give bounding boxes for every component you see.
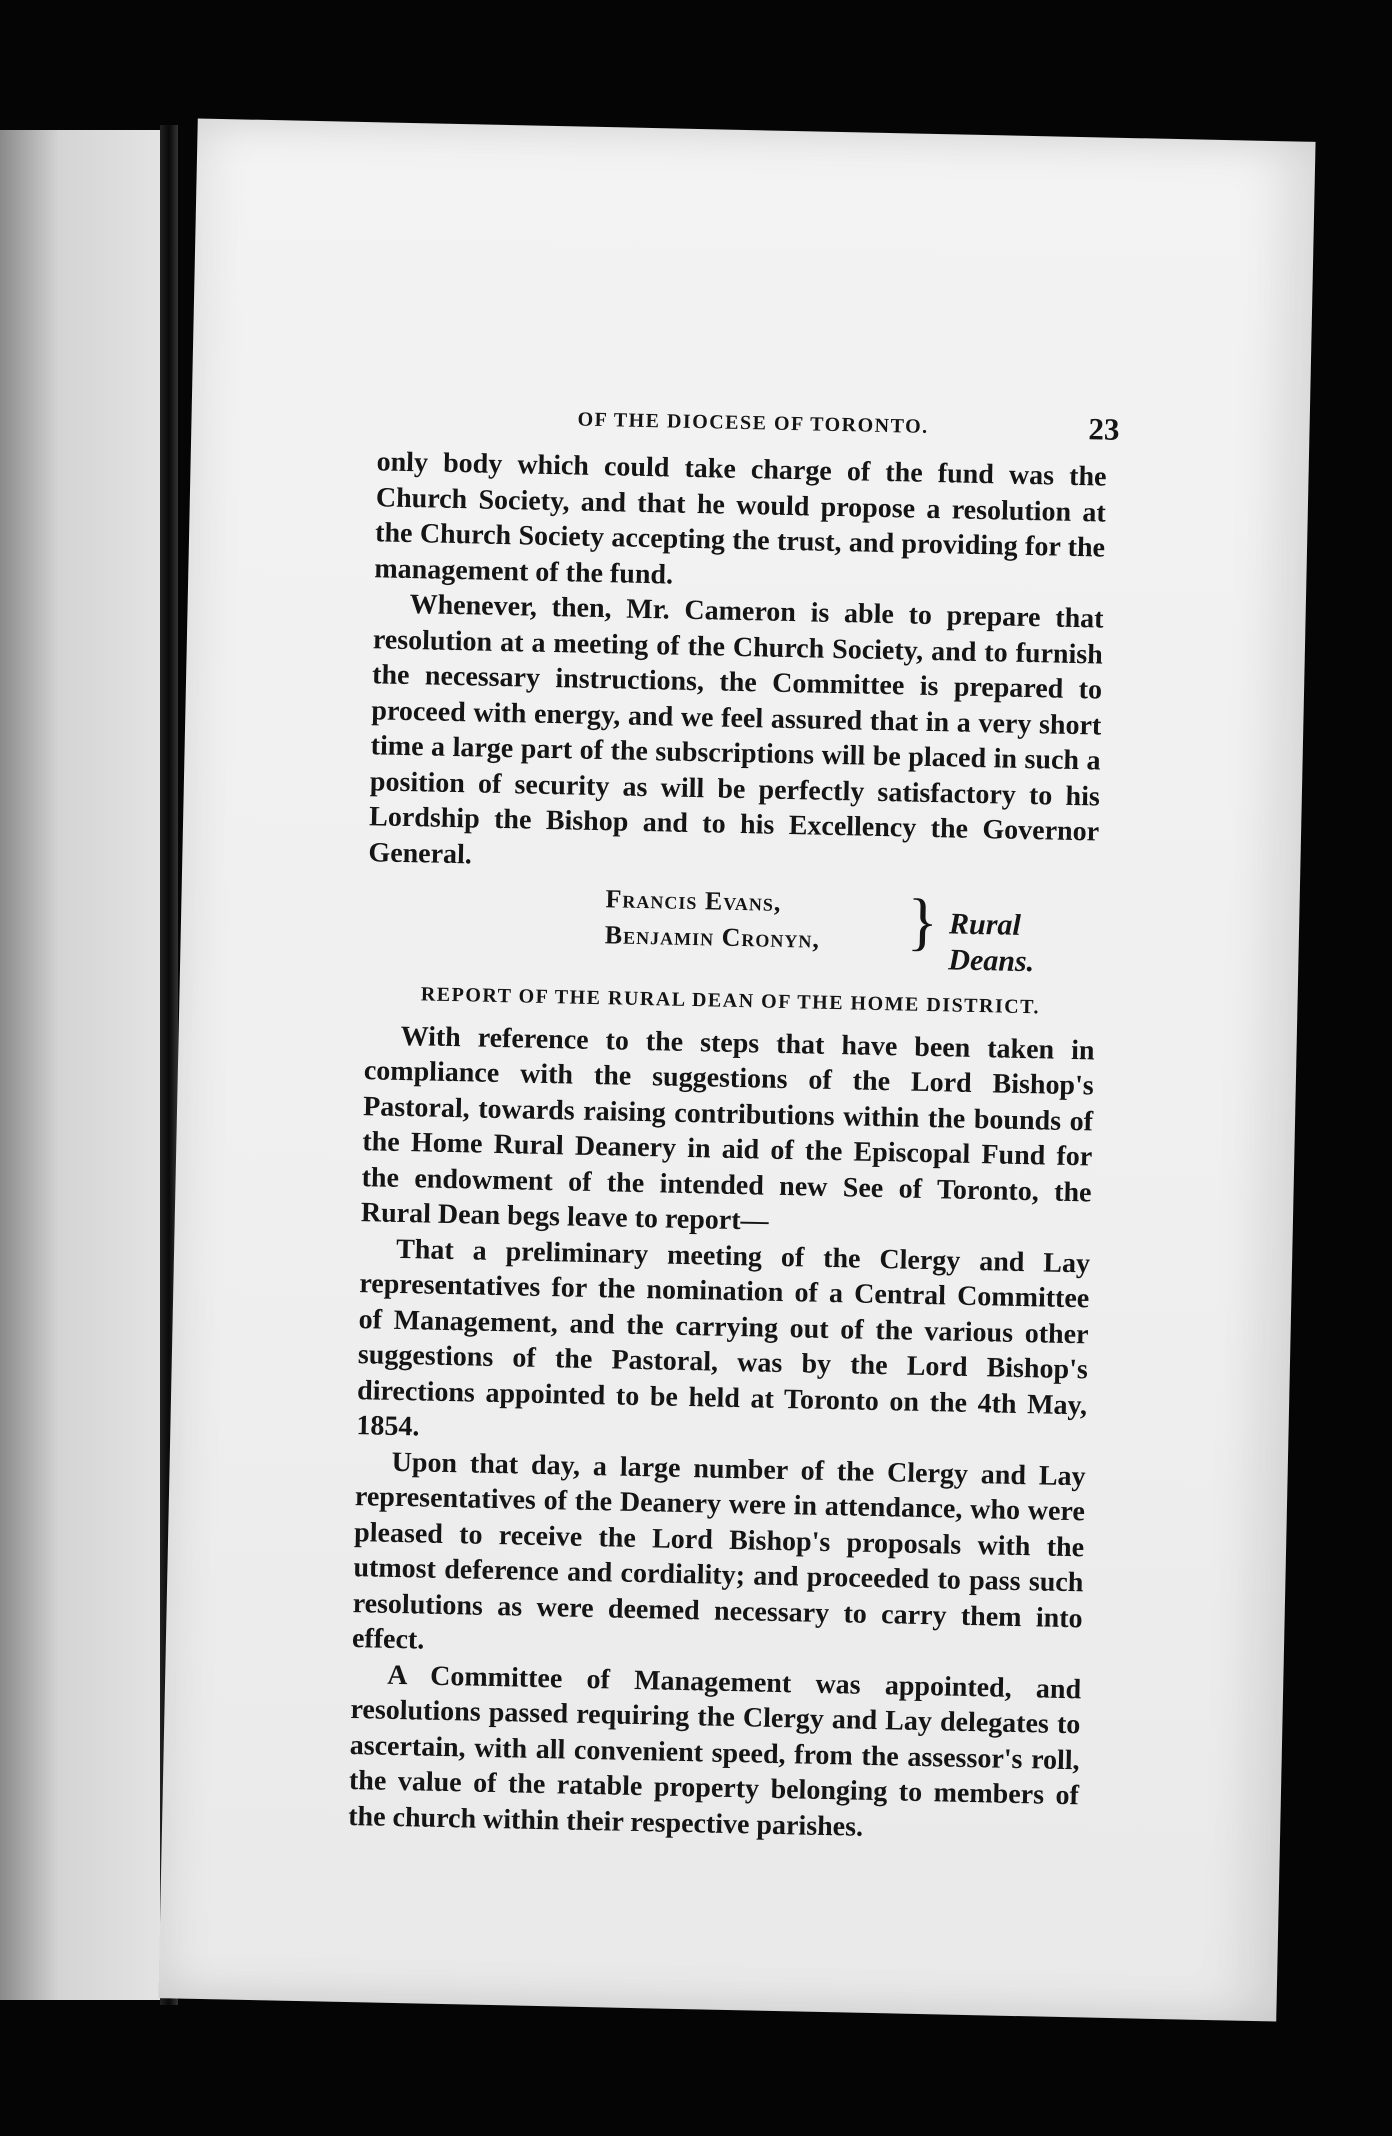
paragraph: only body which could take charge of the fund was the Church Society, and that he would propose a resolution at the Church Society accepting the trust, and providing for the management of the fund. <box>374 446 1107 591</box>
section-heading: REPORT OF THE RURAL DEAN OF THE HOME DISTRICT. <box>420 983 1041 1019</box>
paragraph: A Committee of Management was appointed, and resolutions passed requiring the Clergy and Lay delegates to ascertain, with all convenient speed, from the assessor's roll, the value of the ratable property belonging to members of the church within their respective parishes. <box>347 1659 1082 1843</box>
page-number: 23 <box>1088 411 1120 447</box>
signatory-title: Rural Deans. <box>948 907 1035 978</box>
paragraph: With reference to the steps that have been taken in compliance with the suggestions of the Lord Bishop's Pastoral, towards raising contributions within the bounds of the Home Rural Deanery in aid of the Episcopal Fund for the endowment of the intended new See of Toronto, the Rural Dean begs leave to report— <box>360 1020 1095 1237</box>
running-head <box>377 396 1120 451</box>
signatory-name: Benjamin Cronyn, <box>604 920 821 954</box>
body-text <box>348 444 1107 1849</box>
signatory-name: Francis Evans, <box>605 884 782 917</box>
paragraph: Upon that day, a large number of the Clergy and Lay representatives of the Deanery were in attendance, who were pleased to receive the Lord Bishop's proposals with the utmost deference and cordiality; and proceeded to pass such resolutions as were deemed necessary to carry them into effect. <box>351 1446 1086 1656</box>
running-title: OF THE DIOCESE OF TORONTO. <box>577 408 929 438</box>
paragraph: Whenever, then, Mr. Cameron is able to prepare that resolution at a meeting of the Church Society, and to furnish the necessary instructions, the Committee is prepared to proceed with energy, and we feel assured that in a very short time a large part of the subscriptions will be placed in such a position of security as will be perfectly satisfactory to his Lordship the Bishop and to his Excellency the Governor General. <box>368 589 1104 870</box>
signatory-names <box>604 881 821 957</box>
facing-page-edge <box>0 130 168 2000</box>
book-page <box>158 118 1315 2021</box>
paragraph: That a preliminary meeting of the Clergy and Lay representatives for the nomination of a Central Committee of Management, and the carrying out of the various other suggestions of the Pastoral, was by the Lord Bishop's directions appointed to be held at Toronto on the 4th May, 1854. <box>356 1233 1091 1443</box>
brace-glyph: } <box>906 885 939 958</box>
signature-block <box>366 874 1098 978</box>
page-content <box>347 272 1120 1843</box>
